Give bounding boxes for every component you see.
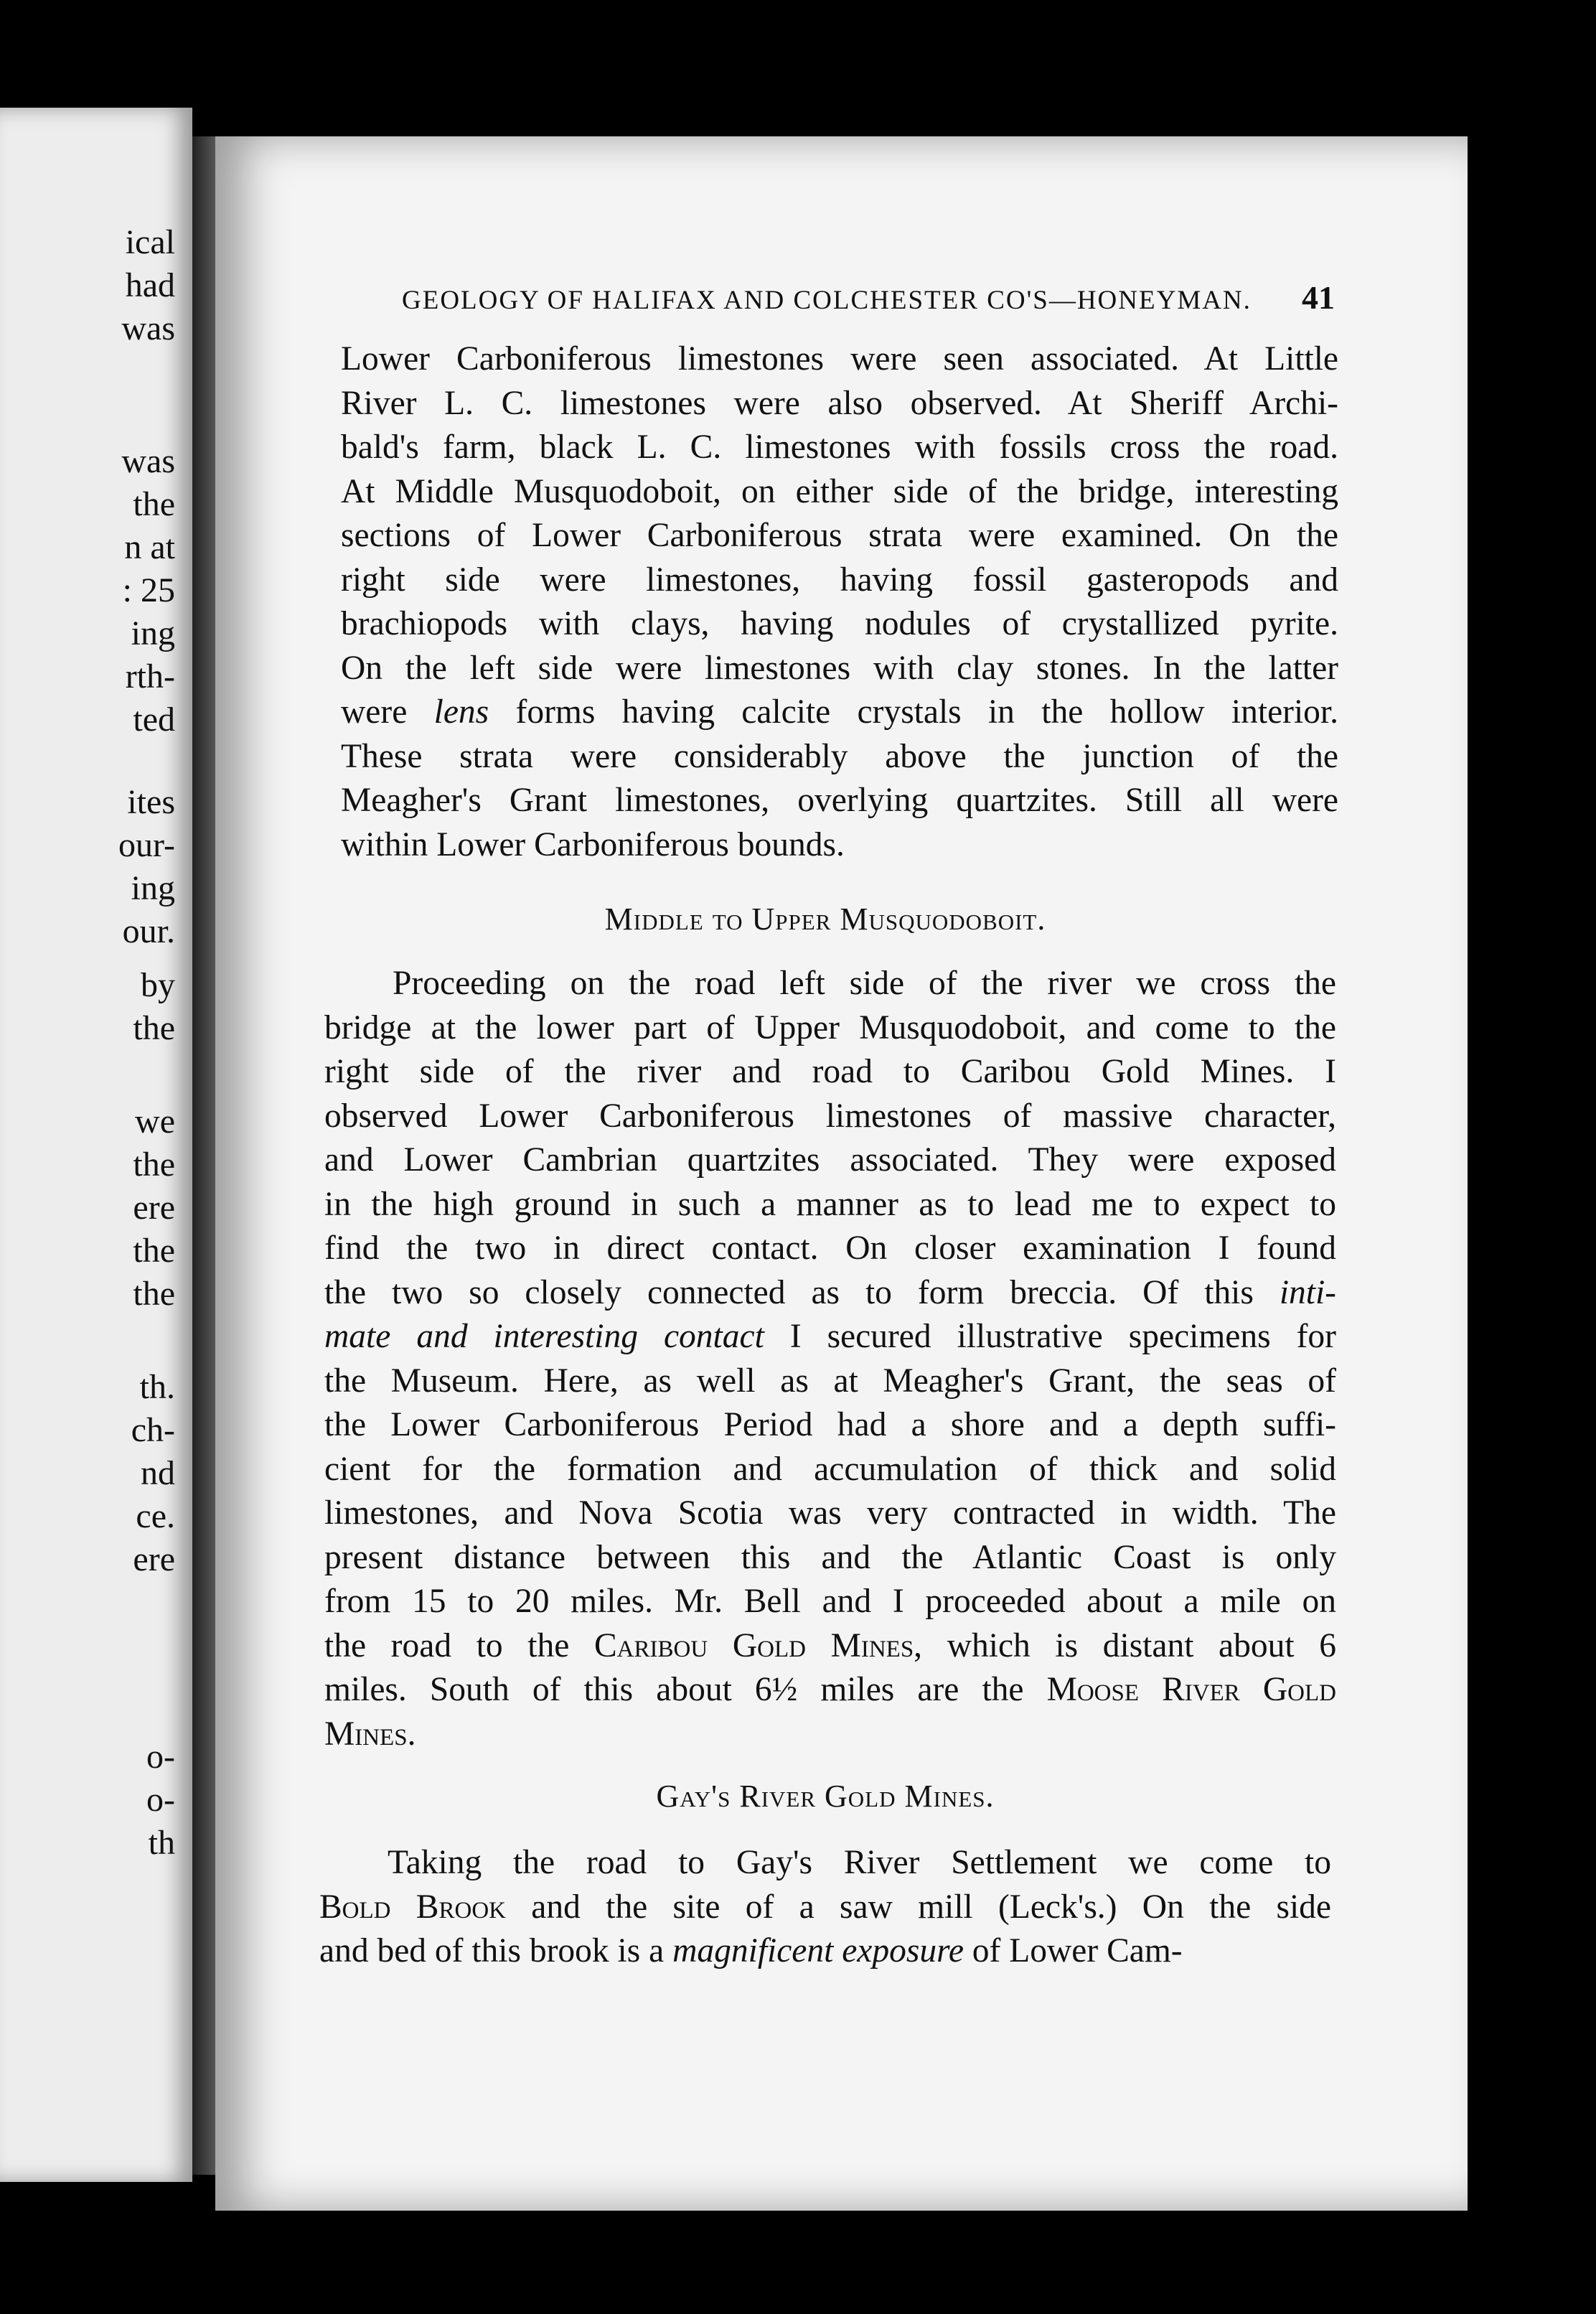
left-page-fragment: ites [127, 783, 175, 821]
left-page-fragment: ere [133, 1189, 175, 1227]
running-title: GEOLOGY OF HALIFAX AND COLCHESTER CO'S—HONEYMAN. [402, 286, 1252, 315]
text-line: find the two in direct contact. On closer examination I found [324, 1229, 1336, 1267]
text-line: brachiopods with clays, having nodules of crystallized pyrite. [341, 605, 1338, 642]
line-text: I secured illustrative specimens for [764, 1318, 1336, 1355]
text-line: Taking the road to Gay's River Settlement we come to [388, 1844, 1331, 1881]
text-line [319, 1929, 1331, 1974]
text-line: Lower Carboniferous limestones were seen associated. At Little [341, 340, 1338, 378]
left-page-fragment: nd [141, 1454, 175, 1492]
left-page-fragment: the [133, 1275, 175, 1313]
text-line: cient for the formation and accumulation of thick and solid [324, 1450, 1336, 1488]
text-line: from 15 to 20 miles. Mr. Bell and I proceeded about a mile on [324, 1583, 1336, 1620]
text-line [319, 1886, 1331, 1930]
text-line: within Lower Carboniferous bounds. [341, 825, 845, 863]
left-page-fragment: the [133, 1009, 175, 1047]
text-line: the Museum. Here, as well as at Meagher's Grant, the seas of [324, 1362, 1336, 1400]
text-line: bridge at the lower part of Upper Musquodoboit, and come to the [324, 1008, 1336, 1046]
text-line: bald's farm, black L. C. limestones with fossils cross the road. [341, 428, 1338, 466]
text-line [324, 1315, 1336, 1359]
left-page-fragment: : 25 [122, 571, 175, 609]
text-line: limestones, and Nova Scotia was very contracted in width. The [324, 1494, 1336, 1532]
paragraph-2 [324, 962, 1336, 1756]
text-line: Proceeding on the road left side of the river we cross the [393, 965, 1336, 1002]
paragraph-1 [341, 337, 1338, 867]
left-page-fragment: th. [139, 1368, 175, 1406]
small-caps-text: Mines [324, 1715, 408, 1753]
left-page-fragment: our- [118, 826, 175, 864]
section-heading-middle-upper-musquodoboit: Middle to Upper Musquodoboit. [604, 901, 1046, 937]
left-page-fragment: was [121, 309, 175, 347]
text-line: present distance between this and the Atlantic Coast is only [324, 1538, 1336, 1576]
left-page-fragment: was [121, 442, 175, 480]
italic-text: lens [433, 693, 489, 731]
left-page-fragment: the [133, 1232, 175, 1270]
text-line [324, 1624, 1336, 1669]
text-line [324, 1271, 1336, 1316]
left-page-fragment: the [133, 485, 175, 523]
text-line: sections of Lower Carboniferous strata were examined. On the [341, 517, 1338, 554]
line-text: forms having calcite crystals in the hollow interior. [489, 693, 1338, 731]
left-page-fragment: we [135, 1102, 175, 1140]
left-page-fragment: ere [133, 1540, 175, 1578]
italic-text: mate and interesting contact [324, 1318, 764, 1355]
running-header [402, 278, 1335, 317]
left-page-fragment: ch- [131, 1411, 175, 1449]
line-text: the two so closely connected as to form breccia. Of this [324, 1273, 1280, 1311]
text-line [324, 1713, 1336, 1757]
left-page-fragment: o- [146, 1781, 175, 1819]
line-text: and bed of this brook is a [319, 1932, 673, 1969]
left-page-fragment: our. [122, 912, 175, 950]
small-caps-text: Bold Brook [319, 1888, 506, 1926]
left-page-fragment: ical [125, 223, 175, 261]
left-page-fragment: ce. [136, 1497, 175, 1535]
section-heading-gays-river-gold-mines: Gay's River Gold Mines. [656, 1779, 995, 1814]
text-line: right side were limestones, having fossil gasteropods and [341, 561, 1338, 599]
italic-text: inti- [1279, 1273, 1336, 1311]
text-line [341, 690, 1338, 735]
page-number: 41 [1302, 279, 1335, 316]
left-page-fragment: ted [133, 701, 175, 739]
small-caps-text: Moose River Gold [1046, 1671, 1336, 1708]
paragraph-3 [319, 1841, 1331, 1974]
left-page-fragment: ing [131, 869, 175, 907]
left-page-fragment: n at [124, 528, 175, 566]
italic-text: magnificent exposure [672, 1932, 964, 1969]
line-text: miles. South of this about 6½ miles are the [324, 1671, 1047, 1708]
left-page-fragment: o- [146, 1738, 175, 1776]
text-line: observed Lower Carboniferous limestones of massive character, [324, 1097, 1336, 1135]
text-line: Meagher's Grant limestones, overlying quartzites. Still all were [341, 782, 1338, 819]
line-text: the road to the [324, 1626, 594, 1664]
text-line [324, 1668, 1336, 1713]
line-text: , which is distant about 6 [914, 1626, 1336, 1664]
small-caps-text: Caribou Gold Mines [594, 1626, 914, 1664]
line-text: of Lower Cam- [963, 1932, 1183, 1969]
text-line: and Lower Cambrian quartzites associated. They were exposed [324, 1141, 1336, 1179]
left-page-fragment: ing [131, 614, 175, 652]
text-line: On the left side were limestones with clay stones. In the latter [341, 649, 1338, 687]
text-line: the Lower Carboniferous Period had a shore and a depth suffi- [324, 1406, 1336, 1443]
left-facing-page [0, 108, 192, 2182]
left-page-fragment: th [148, 1824, 175, 1862]
line-text: were [341, 693, 434, 731]
line-text: and the site of a saw mill (Leck's.) On the side [506, 1888, 1331, 1926]
text-line: At Middle Musquodoboit, on either side of the bridge, interesting [341, 472, 1338, 510]
left-page-fragment: rth- [125, 657, 175, 695]
left-page-fragment: by [141, 966, 175, 1004]
text-line: River L. C. limestones were also observed. At Sheriff Archi- [341, 384, 1338, 422]
text-line: in the high ground in such a manner as to lead me to expect to [324, 1185, 1336, 1223]
left-page-fragment: the [133, 1146, 175, 1184]
text-line: right side of the river and road to Caribou Gold Mines. I [324, 1053, 1336, 1090]
left-page-fragment: had [125, 266, 175, 304]
line-text: . [407, 1715, 416, 1753]
text-line: These strata were considerably above the junction of the [341, 737, 1338, 775]
